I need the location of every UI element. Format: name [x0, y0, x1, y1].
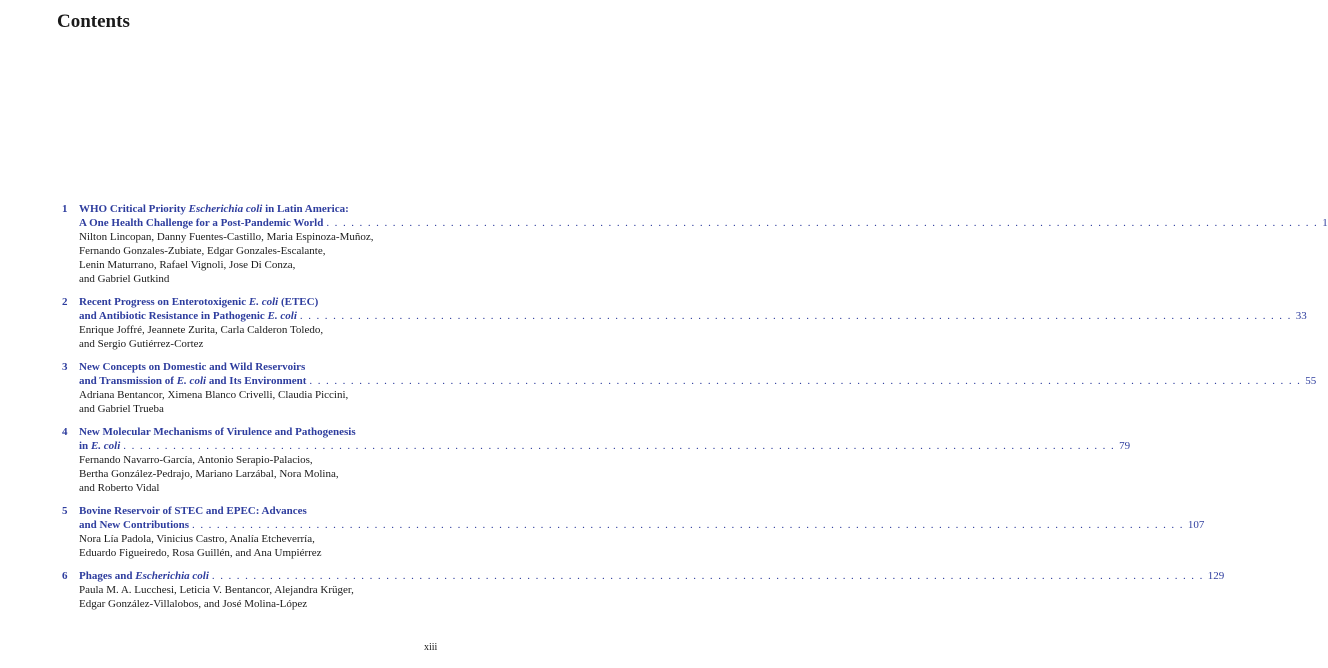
chapter-page-number[interactable]: 55 — [1305, 375, 1317, 387]
dot-leader: . . . . . . . . . . . . . . . . . . . . . . . . . . . . . . . . . . . . . . . . . . . . . . . . . . . . . . . . . . . . . . . . . . . . . . . . . . . . . . . . . . . . . . . . . . . . . . . . . . . . . . . . . . . . . . . . . . . . . . . . — [309, 375, 1302, 387]
title-segment: Bovine Reservoir of STEC and EPEC: Advances — [79, 505, 307, 517]
chapter-number: 5 — [62, 505, 68, 517]
chapter-authors-line: Eduardo Figueiredo, Rosa Guillén, and Ana Umpiérrez — [79, 547, 322, 559]
chapter-title-line[interactable] — [79, 518, 1205, 532]
title-segment: in Latin America: — [262, 203, 349, 215]
italic-title-segment: Escherichia coli — [188, 203, 263, 215]
chapter-title-text — [79, 569, 209, 583]
toc-entry[interactable] — [62, 569, 1225, 611]
chapter-authors-line: Bertha González-Pedrajo, Mariano Larzábal, Nora Molina, — [79, 468, 339, 480]
chapter-title-line[interactable] — [79, 504, 436, 518]
chapter-number: 2 — [62, 296, 68, 308]
toc-entry[interactable] — [62, 295, 1307, 351]
dot-leader: . . . . . . . . . . . . . . . . . . . . . . . . . . . . . . . . . . . . . . . . . . . . . . . . . . . . . . . . . . . . . . . . . . . . . . . . . . . . . . . . . . . . . . . . . . . . . . . . . . . . . . . . . . . . . . . . . . . . . . . . — [123, 440, 1116, 452]
chapter-title-line[interactable] — [79, 439, 1131, 453]
title-segment: Phages and — [79, 570, 136, 582]
chapter-title-text — [79, 309, 297, 323]
chapter-title-line[interactable] — [79, 309, 1307, 323]
page-title: Contents — [57, 11, 130, 32]
toc-entry[interactable] — [62, 360, 1317, 416]
chapter-title-text — [79, 374, 306, 388]
chapter-authors-line: Lenin Maturrano, Rafael Vignoli, Jose Di Conza, — [79, 259, 296, 271]
chapter-title-line[interactable] — [79, 374, 1317, 388]
chapter-number: 1 — [62, 203, 68, 215]
chapter-page-number[interactable]: 107 — [1187, 519, 1205, 531]
title-segment: and Antibiotic Resistance in Pathogenic — [79, 310, 268, 322]
chapter-title-line[interactable] — [79, 360, 436, 374]
italic-title-segment: E. coli — [267, 310, 297, 322]
title-segment: in — [79, 440, 91, 452]
chapter-authors-line: and Roberto Vidal — [79, 482, 160, 494]
title-segment: New Concepts on Domestic and Wild Reservoirs — [79, 361, 306, 373]
title-segment: and Its Environment — [206, 375, 307, 387]
italic-title-segment: Escherichia coli — [135, 570, 209, 582]
chapter-authors-line: and Gabriel Gutkind — [79, 273, 170, 285]
title-segment: (ETEC) — [278, 296, 319, 308]
chapter-authors-line: Fernando Gonzales-Zubiate, Edgar Gonzales-Escalante, — [79, 245, 326, 257]
dot-leader: . . . . . . . . . . . . . . . . . . . . . . . . . . . . . . . . . . . . . . . . . . . . . . . . . . . . . . . . . . . . . . . . . . . . . . . . . . . . . . . . . . . . . . . . . . . . . . . . . . . . . . . . . . . . . . . . . . . . . . . . — [299, 310, 1292, 322]
chapter-title-line[interactable] — [79, 569, 1225, 583]
title-segment: Recent Progress on Enterotoxigenic — [79, 296, 249, 308]
chapter-title-text — [79, 296, 318, 308]
title-segment: and Transmission of — [79, 375, 177, 387]
chapter-authors-line: Edgar González-Villalobos, and José Molina-López — [79, 598, 308, 610]
chapter-number: 3 — [62, 361, 68, 373]
dot-leader: . . . . . . . . . . . . . . . . . . . . . . . . . . . . . . . . . . . . . . . . . . . . . . . . . . . . . . . . . . . . . . . . . . . . . . . . . . . . . . . . . . . . . . . . . . . . . . . . . . . . . . . . . . . . . . . . . . . . . . . . — [211, 570, 1204, 582]
italic-title-segment: E. coli — [90, 440, 121, 452]
chapter-authors-line: Enrique Joffré, Jeannete Zurita, Carla Calderon Toledo, — [79, 324, 324, 336]
title-segment: and New Contributions — [79, 519, 190, 531]
italic-title-segment: E. coli — [248, 296, 279, 308]
chapter-authors-line: Paula M. A. Lucchesi, Leticia V. Bentancor, Alejandra Krüger, — [79, 584, 354, 596]
table-of-contents — [62, 202, 1328, 611]
title-segment: New Molecular Mechanisms of Virulence and Pathogenesis — [79, 426, 356, 438]
chapter-page-number[interactable]: 33 — [1295, 310, 1307, 322]
chapter-page-number[interactable]: 1 — [1322, 217, 1328, 229]
chapter-authors-line: Nora Lía Padola, Vinicius Castro, Analía Etcheverría, — [79, 533, 315, 545]
chapter-authors-line: Nilton Lincopan, Danny Fuentes-Castillo, Maria Espinoza-Muñoz, — [79, 231, 374, 243]
chapter-title-text — [79, 216, 323, 230]
chapter-title-line[interactable] — [79, 216, 1328, 230]
chapter-title-text — [79, 439, 120, 453]
chapter-number: 4 — [62, 426, 68, 438]
dot-leader: . . . . . . . . . . . . . . . . . . . . . . . . . . . . . . . . . . . . . . . . . . . . . . . . . . . . . . . . . . . . . . . . . . . . . . . . . . . . . . . . . . . . . . . . . . . . . . . . . . . . . . . . . . . . . . . . . . . . . . . . — [326, 217, 1319, 229]
title-segment: A One Health Challenge for a Post-Pandemic World — [79, 217, 324, 229]
chapter-number: 6 — [62, 570, 68, 582]
chapter-title-text — [79, 426, 356, 438]
chapter-title-line[interactable] — [79, 295, 436, 309]
chapter-title-text — [79, 361, 305, 373]
chapter-title-text — [79, 505, 307, 517]
title-segment: WHO Critical Priority — [79, 203, 189, 215]
italic-title-segment: E. coli — [176, 375, 207, 387]
chapter-authors-line: and Gabriel Trueba — [79, 403, 164, 415]
chapter-authors-line: Adriana Bentancor, Ximena Blanco Crivelli, Claudia Piccini, — [79, 389, 349, 401]
toc-entry[interactable] — [62, 425, 1131, 495]
dot-leader: . . . . . . . . . . . . . . . . . . . . . . . . . . . . . . . . . . . . . . . . . . . . . . . . . . . . . . . . . . . . . . . . . . . . . . . . . . . . . . . . . . . . . . . . . . . . . . . . . . . . . . . . . . . . . . . . . . . . . . . . — [192, 519, 1184, 531]
toc-entry[interactable] — [62, 202, 1328, 286]
chapter-page-number[interactable]: 79 — [1119, 440, 1131, 452]
chapter-authors-line: and Sergio Gutiérrez-Cortez — [79, 338, 204, 350]
toc-entry[interactable] — [62, 504, 1205, 560]
page-number: xiii — [424, 642, 438, 653]
chapter-title-text — [79, 203, 349, 215]
chapter-title-text — [79, 518, 189, 532]
chapter-title-line[interactable] — [79, 425, 436, 439]
chapter-page-number[interactable]: 129 — [1207, 570, 1225, 582]
chapter-title-line[interactable] — [79, 202, 436, 216]
chapter-authors-line: Fernando Navarro-García, Antonio Serapio-Palacios, — [79, 454, 313, 466]
